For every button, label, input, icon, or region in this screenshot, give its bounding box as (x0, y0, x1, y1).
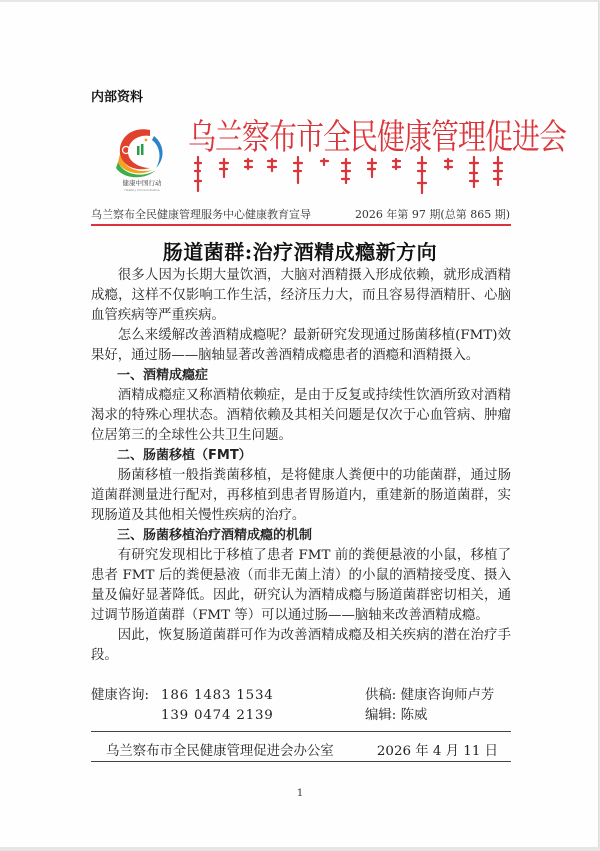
paragraph: 因此，恢复肠道菌群可作为改善酒精成瘾及相关疾病的潜在治疗手段。 (91, 628, 511, 663)
footer-top-rule (91, 731, 511, 732)
author-label: 供稿: (365, 688, 397, 703)
paragraph: 肠菌移植一般指粪菌移植，是将健康人粪便中的功能菌群，通过肠道菌群测量进行配对，再移植到患者胃肠道内，重建新的肠道菌群，实现肠道及其他相关慢性疾病的治疗。 (91, 468, 511, 523)
paragraph: 怎么来缓解改善酒精成瘾呢？最新研究发现通过肠菌移植(FMT)效果好，通过肠——脑轴显著改善酒精成瘾患者的酒瘾和酒精摄入。 (91, 328, 511, 363)
phone-number: 186 1483 1534 (161, 688, 274, 703)
contact-label: 健康咨询: (91, 688, 150, 703)
internal-material-label: 内部资料 (91, 90, 144, 105)
svg-text:Healthy China Initiative: Healthy China Initiative (124, 188, 160, 192)
editor-label: 编辑: (365, 708, 397, 723)
article-title: 肠道菌群:治疗酒精成瘾新方向 (162, 240, 438, 264)
paragraph: 有研究发现相比于移植了患者 FMT 前的粪便悬液的小鼠，移植了患者 FMT 后的粪便悬液（而非无菌上清）的小鼠的酒精接受度、摄入量及偏好显著降低。因此，研究认为酒精成瘾与肠道菌群密切相关，通过调节肠道菌群（FMT 等）可以通过肠——脑轴来改善酒精成瘾。 (91, 548, 511, 623)
issue-info-line (91, 206, 510, 222)
publisher-name: 乌兰察布全民健康管理服务中心健康教育宣导 (91, 208, 311, 221)
header-divider (91, 224, 511, 226)
page-number: 1 (296, 788, 304, 799)
organization-title: 乌兰察布市全民健康管理促进会 (188, 116, 567, 158)
issue-number: 2026 年第 97 期(总第 865 期) (354, 208, 510, 221)
logo-icon (112, 122, 172, 194)
mongolian-script-decoration (190, 155, 530, 195)
paragraph: 酒精成瘾症又称酒精依赖症，是由于反复或持续性饮酒所致对酒精渴求的特殊心理状态。酒精依赖及其相关问题是仅次于心血管病、肿瘤位居第三的全球性公共卫生问题。 (91, 388, 511, 443)
phone-number: 139 0474 2139 (161, 708, 274, 723)
document-page (0, 2, 599, 847)
section-heading: 一、酒精成瘾症 (117, 368, 209, 383)
author-name: 健康咨询师卢芳 (400, 688, 495, 703)
healthy-china-logo (112, 122, 172, 194)
editor-name: 陈威 (400, 708, 428, 723)
svg-text:健康中国行动: 健康中国行动 (122, 179, 162, 187)
footer-line (106, 740, 498, 759)
footer-bottom-rule (91, 761, 511, 762)
section-heading: 二、肠菌移植（FMT） (117, 448, 252, 463)
paragraph: 很多人因为长期大量饮酒，大脑对酒精摄入形成依赖，就形成酒精成瘾，这样不仅影响工作生活，经济压力大，而且容易得酒精肝、心脑血管疾病等严重疾病。 (91, 268, 511, 323)
office-name: 乌兰察布市全民健康管理促进会办公室 (106, 744, 334, 759)
contact-block (91, 686, 511, 726)
publish-date: 2026 年 4 月 11 日 (376, 744, 498, 759)
article-body (91, 266, 511, 666)
section-heading: 三、肠菌移植治疗酒精成瘾的机制 (117, 528, 313, 543)
